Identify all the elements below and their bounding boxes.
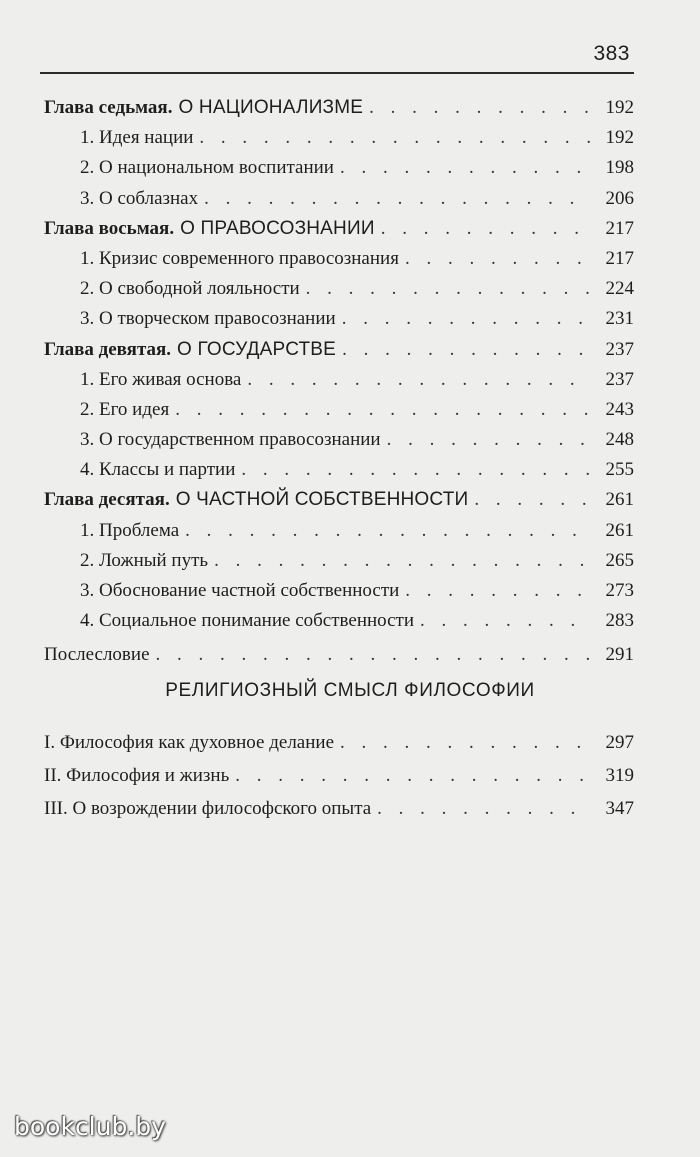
chapter-row (44, 485, 634, 515)
section-label: 3. Обоснование частной собственности (80, 580, 400, 601)
section-row (44, 606, 634, 636)
dot-leader (235, 761, 590, 791)
section-label: 1. Идея нации (80, 127, 194, 149)
dot-leader (474, 485, 590, 515)
section-heading: РЕЛИГИОЗНЫЙ СМЫСЛ ФИЛОСОФИИ (165, 680, 535, 701)
chapter-label: Глава седьмая. (44, 97, 173, 118)
section-row (44, 455, 634, 485)
section-page: 237 (605, 368, 634, 390)
section-label: 3. О творческом правосознании (80, 308, 336, 330)
dot-leader (340, 153, 590, 183)
section-row (44, 244, 634, 274)
dot-leader (342, 304, 590, 334)
essay-label: III. О возрождении философского опыта (44, 798, 372, 819)
section-label: 2. Его идея (80, 398, 170, 420)
essay-row (44, 761, 634, 794)
chapter-row (44, 214, 634, 244)
chapter-label: Глава восьмая. (44, 217, 175, 239)
dot-leader (241, 455, 590, 485)
dot-leader (420, 606, 590, 636)
chapter-label: Глава девятая. (44, 338, 172, 360)
dot-leader (381, 214, 590, 244)
chapter-title: О ЧАСТНОЙ СОБСТВЕННОСТИ (175, 489, 469, 511)
chapter-page: 237 (605, 338, 634, 360)
section-label: 4. Классы и партии (80, 459, 236, 481)
dot-leader (369, 93, 590, 123)
section-page: 224 (605, 278, 634, 300)
section-label: 2. О свободной лояльности (80, 278, 300, 300)
essay-label: II. Философия и жизнь (44, 765, 230, 786)
afterword-page: 291 (605, 644, 634, 666)
dot-leader (405, 244, 590, 274)
section-label: 2. О национальном воспитании (80, 157, 334, 179)
dot-leader (387, 425, 590, 455)
chapter-label: Глава десятая. (44, 489, 170, 511)
section-row (44, 365, 634, 395)
section-page: 255 (605, 459, 634, 481)
dot-leader (156, 640, 590, 670)
afterword-label: Послесловие (44, 644, 150, 666)
afterword-row (44, 640, 634, 670)
dot-leader (377, 794, 590, 824)
chapter-page: 192 (605, 97, 634, 118)
dot-leader (306, 274, 590, 304)
section-page: 198 (605, 157, 634, 179)
section-row (44, 395, 634, 425)
essay-page: 347 (605, 798, 634, 819)
header-rule (40, 72, 634, 74)
page-number: 383 (593, 42, 630, 65)
dot-leader (175, 395, 590, 425)
section-label: 1. Проблема (80, 519, 180, 541)
chapter-title: О НАЦИОНАЛИЗМЕ (178, 97, 364, 118)
section-label: 4. Социальное понимание собственности (80, 610, 415, 632)
dot-leader (247, 365, 590, 395)
essay-page: 319 (605, 765, 634, 786)
section-page: 192 (605, 127, 634, 149)
section-row (44, 304, 634, 334)
section-page: 283 (605, 610, 634, 632)
dot-leader (340, 728, 590, 758)
section-page: 265 (605, 549, 634, 571)
chapter-page: 217 (605, 217, 634, 239)
essay-row (44, 794, 634, 827)
dot-leader (342, 335, 590, 365)
section-row (44, 123, 634, 153)
dot-leader (185, 516, 590, 546)
dot-leader (405, 576, 590, 606)
section-row (44, 425, 634, 455)
section-page: 206 (605, 187, 634, 209)
dot-leader (214, 546, 590, 576)
section-page: 217 (605, 247, 634, 269)
section-page: 243 (605, 398, 634, 420)
chapter-title: О ГОСУДАРСТВЕ (177, 338, 337, 360)
section-label: 3. О государственном правосознании (80, 429, 381, 451)
chapter-row (44, 335, 634, 365)
chapter-row (44, 93, 634, 123)
section-label: 1. Кризис современного правосознания (80, 247, 399, 269)
section-page: 273 (605, 580, 634, 601)
section-row (44, 576, 634, 606)
essays-list (44, 728, 634, 827)
section-row (44, 153, 634, 183)
watermark-logo: bookclub.by (14, 1112, 166, 1141)
section-page: 248 (605, 429, 634, 451)
essay-row (44, 728, 634, 761)
section-label: 1. Его живая основа (80, 368, 242, 390)
dot-leader (199, 123, 590, 153)
section-page: 231 (605, 308, 634, 330)
section-row (44, 546, 634, 576)
section-row (44, 516, 634, 546)
section-page: 261 (605, 519, 634, 541)
table-of-contents (44, 93, 634, 671)
essay-label: I. Философия как духовное делание (44, 732, 335, 753)
section-label: 2. Ложный путь (80, 549, 209, 571)
section-row (44, 184, 634, 214)
chapter-page: 261 (605, 489, 634, 511)
chapter-title: О ПРАВОСОЗНАНИИ (180, 217, 375, 239)
section-row (44, 274, 634, 304)
essay-page: 297 (605, 732, 634, 753)
section-label: 3. О соблазнах (80, 187, 199, 209)
dot-leader (204, 184, 590, 214)
